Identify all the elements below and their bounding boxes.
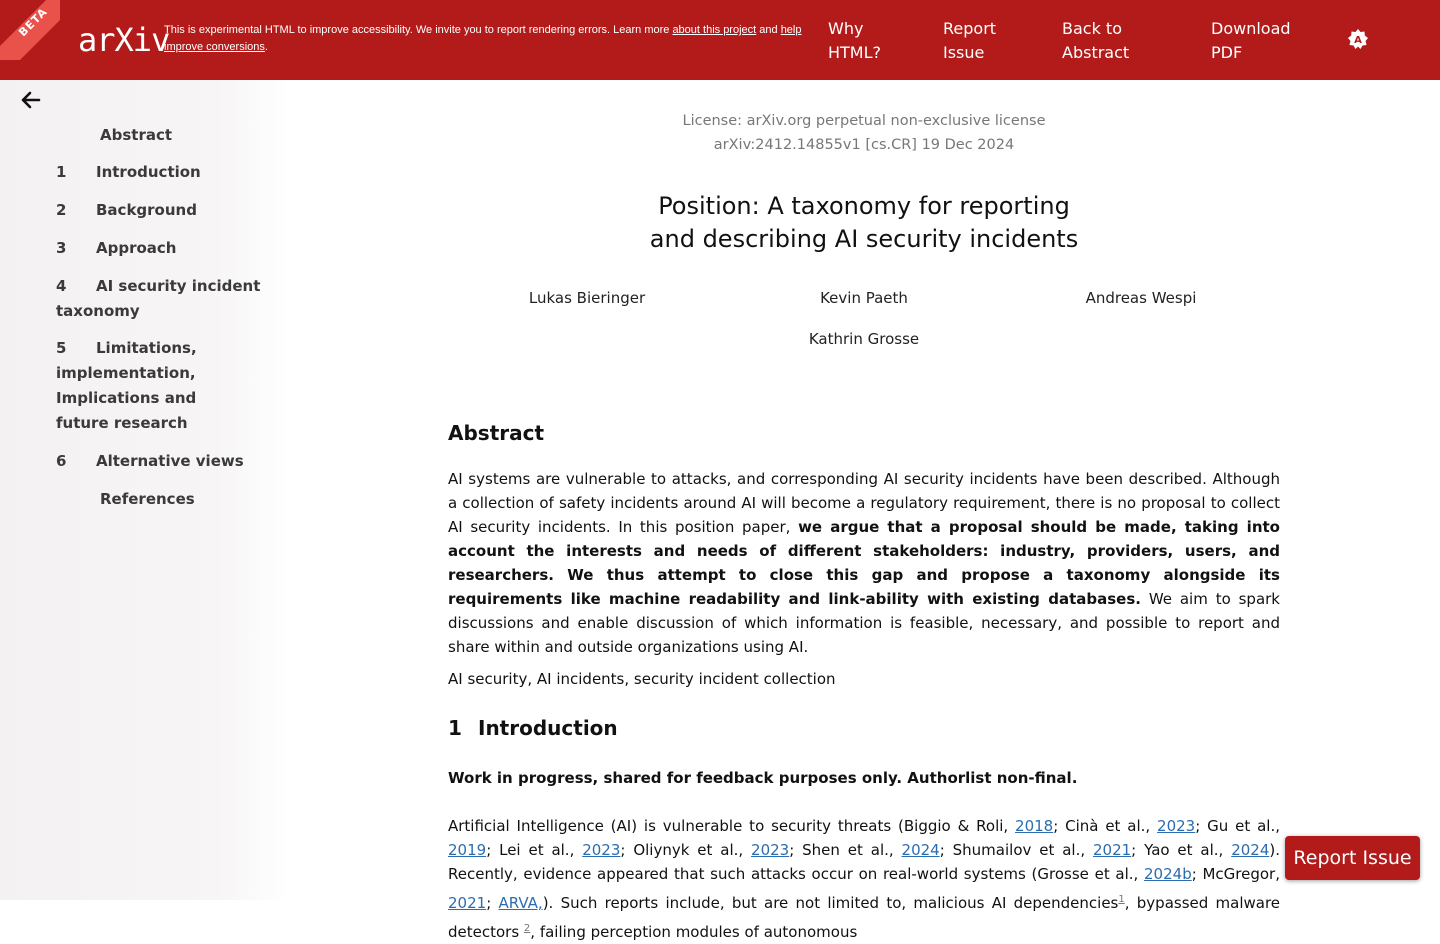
theme-toggle-icon[interactable] (1347, 28, 1369, 50)
title-line-2: and describing AI security incidents (649, 225, 1079, 253)
toc-limitations[interactable] (56, 336, 246, 436)
toc-label: Background (96, 201, 197, 219)
toc-label: Approach (96, 239, 177, 257)
author-4: Kathrin Grosse (808, 330, 920, 348)
citation-link[interactable]: 2019 (448, 841, 487, 859)
nav-download-pdf[interactable]: Download PDF (1211, 19, 1291, 62)
toc-label: Limitations, implementation, Implications and future research (56, 339, 197, 432)
toc-approach[interactable] (56, 236, 256, 261)
intro-text: ; Gu et al., (1195, 817, 1280, 835)
wip-note: Work in progress, shared for feedback purposes only. Authorlist non-final. (448, 769, 1078, 787)
toc-background[interactable] (56, 198, 256, 223)
toc-number: 3 (56, 239, 67, 257)
toc-number: 4 (56, 277, 67, 295)
citation-link[interactable]: 2018 (1015, 817, 1054, 835)
arrow-left-icon[interactable] (20, 90, 42, 110)
citation-link[interactable]: 2024 (1231, 841, 1270, 859)
experimental-notice (164, 22, 809, 56)
toc-number: 6 (56, 452, 67, 470)
intro-text: ; Shen et al., (789, 841, 902, 859)
intro-text: , bypassed malware detectors (448, 894, 1281, 941)
citation-link[interactable]: 2024 (901, 841, 940, 859)
toc-abstract[interactable] (100, 123, 300, 148)
footnote-link[interactable]: 1 (1118, 894, 1125, 905)
nav-why-html[interactable]: Why HTML? (828, 19, 882, 62)
footnote-link[interactable]: 2 (523, 923, 531, 934)
intro-title: Introduction (478, 716, 618, 740)
notice-text-mid: and (756, 24, 781, 36)
toc-number: 1 (56, 163, 67, 181)
svg-text:A: A (1354, 35, 1362, 46)
abstract-heading: Abstract (448, 421, 545, 445)
toc-sidebar (0, 80, 288, 900)
arxiv-logo[interactable]: arXiv (78, 21, 170, 59)
intro-text: ; McGregor, (1191, 865, 1280, 883)
intro-paragraph (448, 814, 1280, 944)
intro-text: ; Cinà et al., (1053, 817, 1158, 835)
keywords: AI security, AI incidents, security incident collection (448, 670, 836, 688)
beta-ribbon-wrap (0, 0, 60, 60)
citation-link[interactable]: 2023 (1157, 817, 1196, 835)
toc-label: Abstract (100, 126, 173, 144)
nav-back-to-abstract[interactable]: Back to Abstract (1062, 19, 1130, 62)
intro-text: , failing perception modules of autonomous (530, 923, 858, 941)
toc-introduction[interactable] (56, 160, 256, 185)
citation-link[interactable]: 2021 (448, 894, 487, 912)
intro-text: ; Oliynyk et al., (620, 841, 752, 859)
intro-text: ; Shumailov et al., (939, 841, 1093, 859)
intro-text: ; (486, 894, 499, 912)
toc-label: AI security incident taxonomy (56, 277, 261, 320)
title-line-1: Position: A taxonomy for reporting (658, 192, 1070, 220)
toc-alternative-views[interactable] (56, 449, 256, 474)
notice-text-post: . (264, 41, 268, 53)
report-issue-button[interactable]: Report Issue (1285, 836, 1420, 880)
intro-text: ; Yao et al., (1131, 841, 1232, 859)
arxiv-id: arXiv:2412.14855v1 [cs.CR] 19 Dec 2024 (713, 137, 1015, 153)
intro-text: ; Lei et al., (486, 841, 583, 859)
about-project-link[interactable]: about this project (672, 24, 757, 36)
intro-text: ). Recently, evidence appeared that such attacks occur on real-world systems (Grosse et al., (448, 841, 1280, 883)
toc-number: 2 (56, 201, 67, 219)
abstract-text-post: We aim to spark discussions and enable discussion of which information is feasible, necessary, and possible to report and share within and outside organizations using AI. (448, 590, 1280, 656)
abstract-text-bold: we argue that a proposal should be made, taking into account the interests and needs of different stakeholders: industry, providers, users, and researchers. We thus attempt to close this gap and propose a taxonomy alongside its requirements like machine readability and link-ability with existing databases. (448, 518, 1280, 608)
citation-link[interactable]: 2023 (582, 841, 621, 859)
citation-link[interactable]: 2024b (1144, 865, 1192, 883)
intro-text: Artificial Intelligence (AI) is vulnerable to security threats (Biggio & Roli, (448, 817, 1016, 835)
beta-ribbon: BETA (0, 0, 60, 60)
top-header (0, 0, 1440, 80)
intro-number: 1 (448, 716, 462, 740)
toc-number: 5 (56, 339, 67, 357)
help-conversions-link[interactable]: help improve conversions (164, 24, 802, 53)
paper-title (448, 190, 1280, 256)
citation-link[interactable]: ARVA, (498, 894, 543, 912)
citation-link[interactable]: 2021 (1092, 841, 1132, 859)
toc-taxonomy[interactable] (56, 274, 261, 324)
author-2: Kevin Paeth (820, 289, 908, 307)
toc-label: Alternative views (96, 452, 244, 470)
license-text: License: arXiv.org perpetual non-exclusive license (682, 113, 1046, 129)
license-block (448, 109, 1280, 157)
notice-text-pre: This is experimental HTML to improve accessibility. We invite you to report rendering errors. Learn more (164, 24, 673, 36)
toc-label: Introduction (96, 163, 201, 181)
intro-text: ). Such reports include, but are not limited to, malicious AI dependencies (542, 894, 1119, 912)
toc-references[interactable] (100, 487, 300, 512)
nav-report-issue[interactable]: Report Issue (943, 19, 997, 62)
author-1: Lukas Bieringer (528, 289, 646, 307)
citation-link[interactable]: 2023 (751, 841, 790, 859)
toc-label: References (100, 490, 195, 508)
abstract-paragraph (448, 467, 1280, 659)
author-3: Andreas Wespi (1085, 289, 1197, 307)
intro-heading (448, 716, 618, 740)
abstract-text-pre: AI systems are vulnerable to attacks, and corresponding AI security incidents have been described. Although a collection of safety incidents around AI will become a regulatory requirement, there is no proposal to collect AI security incidents. In this position paper, (448, 470, 1280, 536)
